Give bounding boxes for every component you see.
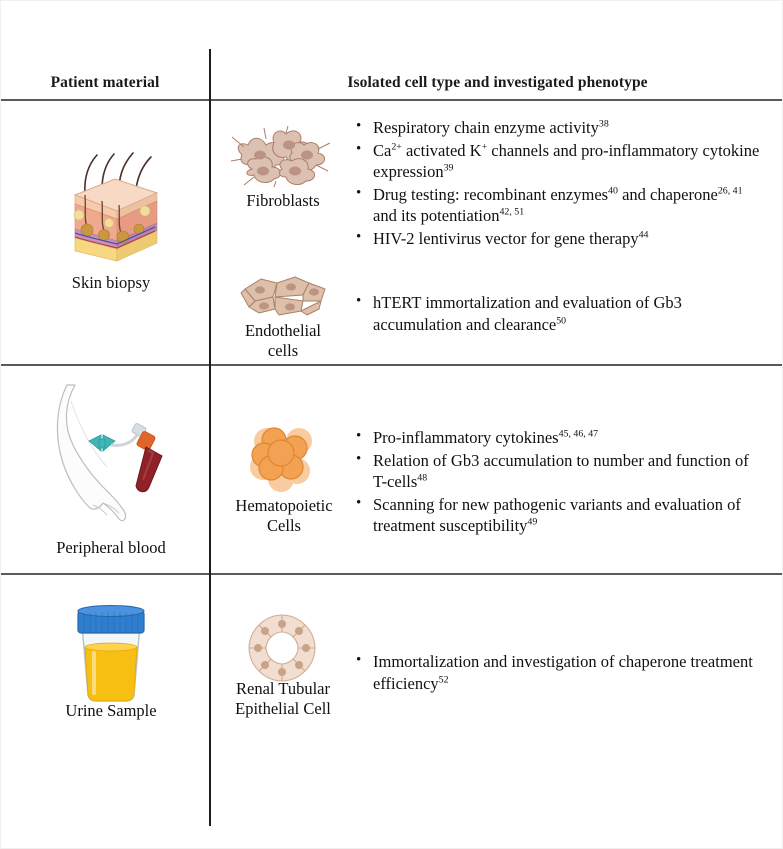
bullet-item: • $Ca^{2+}$ activated K+ channels and pro-inflammatory cytokine expression$^{39}$ bbox=[353, 140, 763, 183]
bullet-list-fibroblasts bbox=[353, 117, 763, 250]
bullet-item: • Pro-inflammatory cytokines$^{45, 46, 47}$ bbox=[353, 427, 761, 449]
reference-superscript: 48 bbox=[417, 472, 428, 484]
reference-superscript: 40 bbox=[608, 185, 618, 196]
bullet-list-endothelial bbox=[353, 292, 753, 336]
reference-superscript: 44 bbox=[638, 229, 649, 240]
reference-superscript: 45, 46, 47 bbox=[558, 428, 599, 440]
label-renal-line2: Epithelial Cell bbox=[235, 699, 331, 718]
hematopoietic-cells-illustration bbox=[247, 421, 319, 493]
bullet-item: • Immortalization and investigation of chaperone treatment efficiency$^{52}$ bbox=[353, 651, 753, 694]
bullet-item: • Drug testing: recombinant enzymes$^{40}$ and chaperone$^{26, 41}$ and its potentiation$^{42, 51}$ bbox=[353, 184, 763, 227]
label-endothelial-line1: Endothelial bbox=[244, 321, 322, 340]
column-header-patient-material: Patient material bbox=[50, 74, 160, 91]
label-hematopoietic-line1: Hematopoietic bbox=[235, 496, 333, 515]
row-separator-1 bbox=[1, 364, 783, 366]
urine-specimen-cup-illustration bbox=[70, 603, 152, 703]
reference-superscript: 26, 41 bbox=[717, 185, 743, 196]
bullet-list-hematopoietic bbox=[353, 427, 761, 538]
bullet-item: • hTERT immortalization and evaluation of Gb3 accumulation and clearance$^{50}$ bbox=[353, 292, 753, 335]
label-peripheral-blood: Peripheral blood bbox=[56, 538, 166, 557]
bullet-item: • Relation of Gb3 accumulation to number and function of T-cells$^{48}$ bbox=[353, 450, 761, 493]
reference-superscript: 38 bbox=[598, 118, 609, 130]
reference-superscript: 2+ bbox=[391, 141, 402, 152]
bullet-item: • Respiratory chain enzyme activity$^{38}$ bbox=[353, 117, 763, 139]
row-separator-2 bbox=[1, 573, 783, 575]
label-hematopoietic-line2: Cells bbox=[267, 516, 301, 535]
label-hematopoietic-cells bbox=[213, 496, 355, 536]
skin-biopsy-illustration bbox=[57, 149, 167, 264]
label-endothelial-line2: cells bbox=[267, 341, 299, 360]
bullet-list-renal bbox=[353, 651, 753, 695]
fibroblast-cells-illustration bbox=[230, 125, 334, 187]
bullet-item: • Scanning for new pathogenic variants and evaluation of treatment susceptibility$^{49}$ bbox=[353, 494, 761, 537]
header-bottom-rule bbox=[1, 99, 783, 101]
reference-superscript: 39 bbox=[443, 162, 454, 174]
reference-superscript: 50 bbox=[556, 315, 567, 326]
reference-superscript: 49 bbox=[527, 516, 538, 528]
blood-draw-illustration bbox=[49, 381, 179, 531]
bullet-item: • HIV-2 lentivirus vector for gene therapy$^{44}$ bbox=[353, 228, 763, 250]
label-skin-biopsy: Skin biopsy bbox=[71, 273, 151, 292]
column-divider bbox=[209, 49, 211, 826]
label-renal-line1: Renal Tubular bbox=[236, 679, 330, 698]
renal-tubular-epithelial-cell-illustration bbox=[247, 613, 317, 683]
reference-superscript: 42, 51 bbox=[499, 206, 525, 218]
label-endothelial-cells bbox=[223, 321, 343, 361]
reference-superscript: + bbox=[481, 141, 488, 152]
label-urine-sample: Urine Sample bbox=[65, 701, 157, 720]
reference-superscript: 52 bbox=[438, 674, 449, 685]
endothelial-cells-illustration bbox=[235, 267, 331, 319]
label-fibroblasts: Fibroblasts bbox=[246, 191, 320, 210]
column-header-cell-type: Isolated cell type and investigated phenotype bbox=[347, 74, 648, 91]
label-renal-tubular-epithelial-cell bbox=[212, 679, 354, 719]
